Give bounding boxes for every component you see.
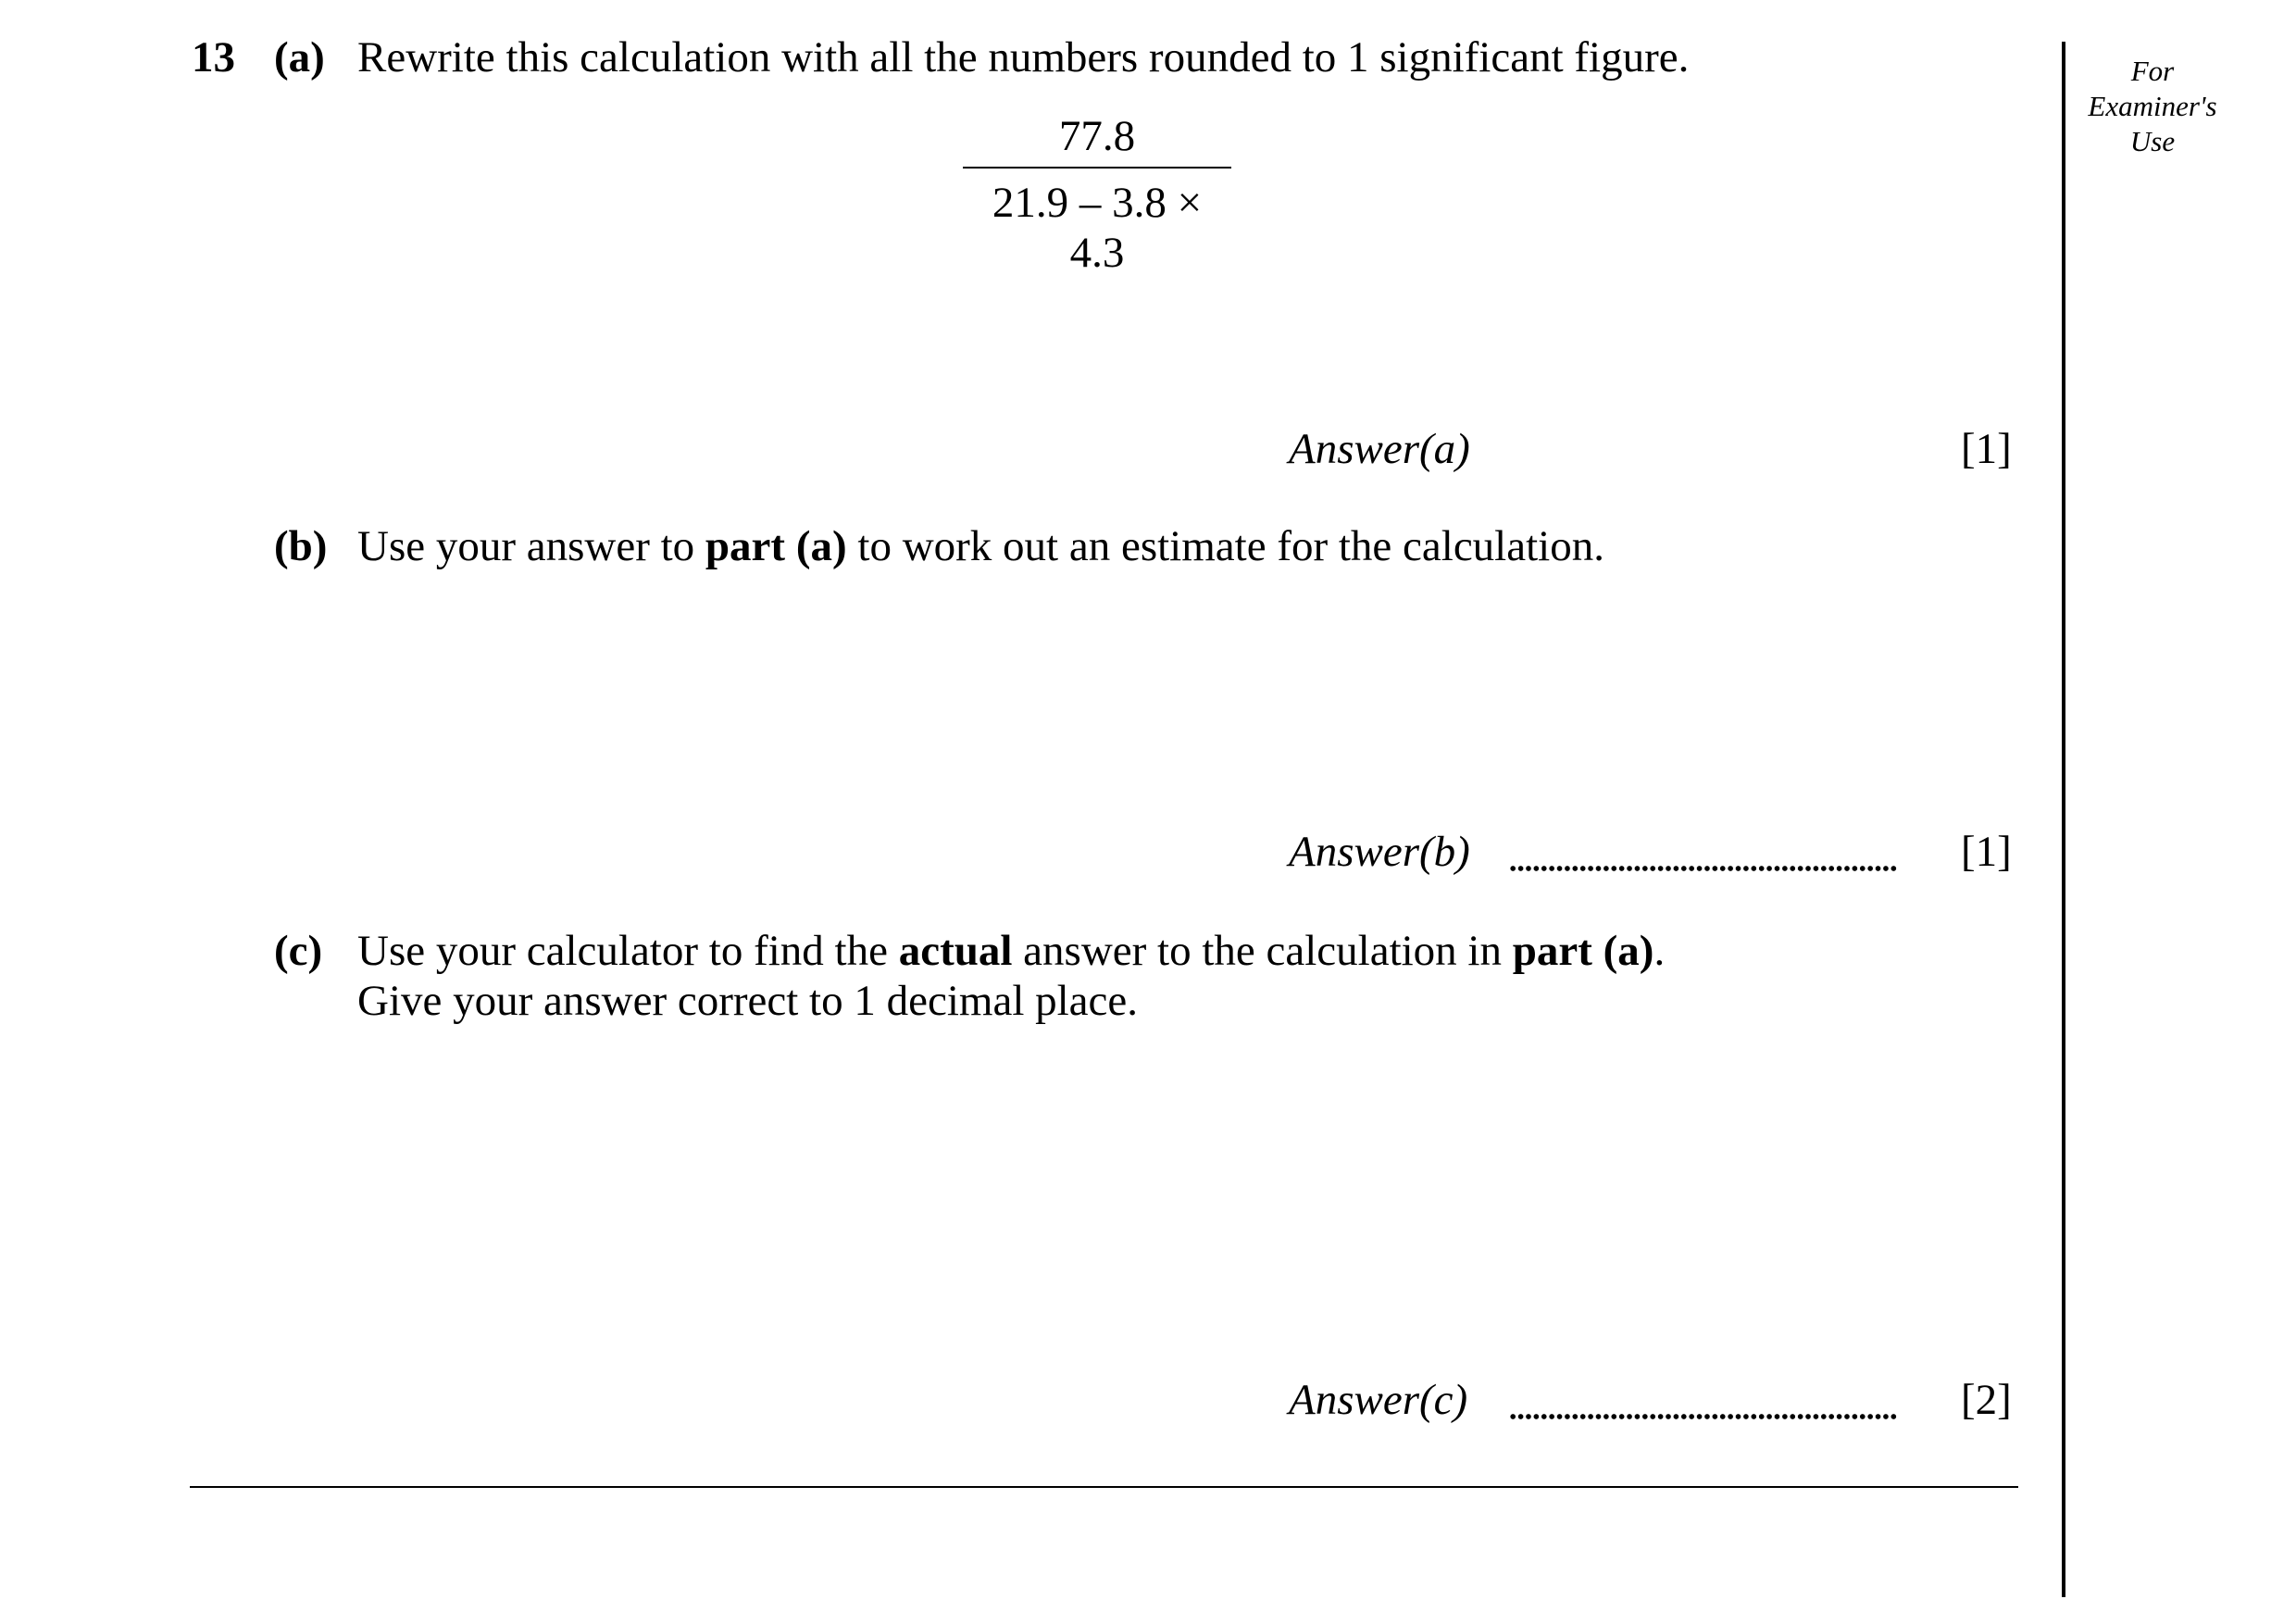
part-a-text: Rewrite this calculation with all the numbers rounded to 1 significant figure. <box>357 33 1690 81</box>
part-c-line1 <box>357 926 1665 976</box>
examiner-note-line2: Examiner's <box>2088 90 2217 122</box>
calculation-fraction <box>963 111 1231 278</box>
part-b-text <box>357 521 1604 571</box>
part-c-bold-2: part (a) <box>1512 927 1654 975</box>
answer-b-line[interactable] <box>1509 864 1898 873</box>
fraction-bar <box>963 167 1231 169</box>
answer-c-label: Answer(c) <box>1289 1376 1468 1424</box>
part-c-line2: Give your answer correct to 1 decimal place. <box>357 977 1139 1025</box>
part-b-text-start: Use your answer to <box>357 522 705 570</box>
part-c-text-2: answer to the calculation in <box>1012 927 1513 975</box>
part-b-marks: [1] <box>1961 828 2012 876</box>
answer-c-line[interactable] <box>1509 1412 1898 1421</box>
examiner-note-line1: For <box>2130 55 2175 87</box>
examiner-note-line3: Use <box>2129 125 2176 157</box>
part-c-label: (c) <box>274 927 323 975</box>
part-b-text-end: to work out an estimate for the calculation. <box>846 522 1604 570</box>
part-b-text-bold: part (a) <box>705 522 847 570</box>
section-divider <box>190 1486 2018 1488</box>
part-c-bold-1: actual <box>898 927 1013 975</box>
answer-a-label: Answer(a) <box>1289 425 1470 473</box>
examiner-use-note <box>2074 54 2231 159</box>
part-c-text-1: Use your calculator to find the <box>357 927 899 975</box>
answer-b-label: Answer(b) <box>1289 828 1470 876</box>
part-a-label: (a) <box>274 33 325 81</box>
fraction-numerator: 77.8 <box>1058 112 1136 160</box>
fraction-denominator: 21.9 – 3.8 × 4.3 <box>992 179 1203 277</box>
part-b-label: (b) <box>274 522 328 570</box>
part-c-text-3: . <box>1653 927 1666 975</box>
part-a-marks: [1] <box>1961 425 2012 473</box>
part-c-marks: [2] <box>1961 1376 2012 1424</box>
question-number: 13 <box>192 33 235 81</box>
examiner-margin-rule <box>2062 42 2065 1597</box>
